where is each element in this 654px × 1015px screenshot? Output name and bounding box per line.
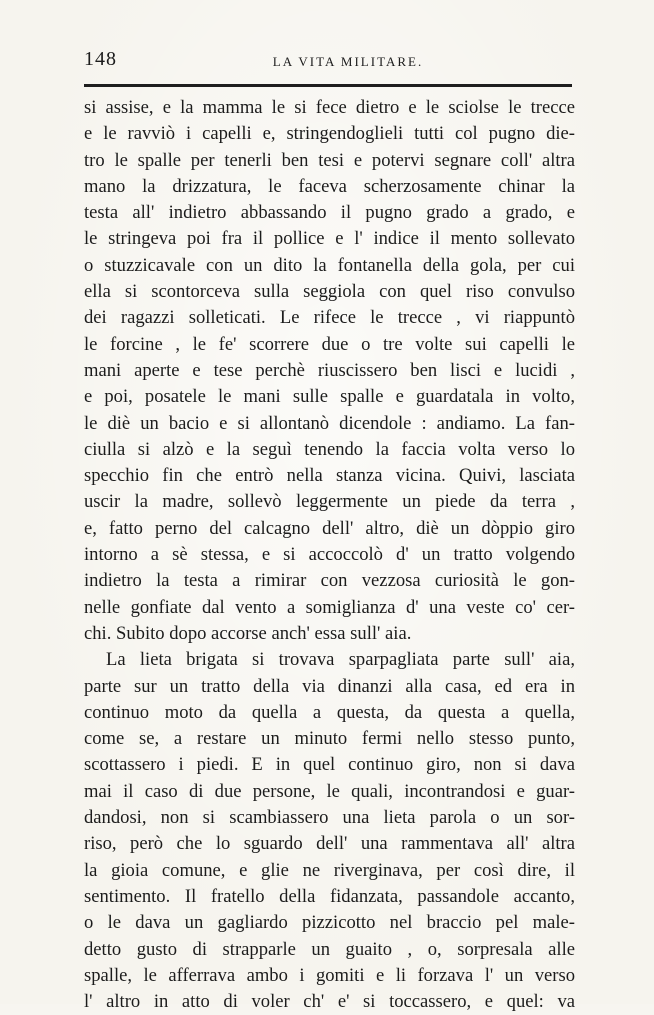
text-line: continuo moto da quella a questa, da questa a quella,	[84, 701, 575, 723]
text-line: testa all' indietro abbassando il pugno grado a grado, e	[84, 202, 575, 224]
text-line: specchio fin che entrò nella stanza vicina. Quivi, lasciata	[84, 465, 575, 487]
text-line: uscir la madre, sollevò leggermente un piede da terra ,	[84, 491, 575, 513]
text-line: si assise, e la mamma le si fece dietro e le sciolse le trecce	[84, 97, 575, 118]
text-line: e le ravviò i capelli e, stringendoglieli tutti col pugno die-	[84, 123, 575, 145]
paragraph-end-line: chi. Subito dopo accorse anch' essa sull' aia.	[84, 622, 412, 644]
text-line: le forcine , le fe' scorrere due o tre volte sui capelli le	[84, 333, 575, 355]
text-line: dandosi, non si scambiassero una lieta parola o un sor-	[84, 807, 575, 829]
text-line: parte sur un tratto della via dinanzi alla casa, ed era in	[84, 675, 575, 697]
header-rule	[84, 84, 572, 87]
text-line: tro le spalle per tenerli ben tesi e potervi segnare coll' altra	[84, 149, 575, 171]
text-line: l' altro in atto di voler ch' e' si toccassero, e quel: va	[84, 991, 575, 1013]
text-line: come se, a restare un minuto fermi nello stesso punto,	[84, 728, 575, 750]
text-line: sentimento. Il fratello della fidanzata, passandole accanto,	[84, 885, 575, 907]
text-line: mani aperte e tese perchè riuscissero ben lisci e lucidi ,	[84, 359, 575, 381]
text-line: nelle gonfiate dal vento a somiglianza d' una veste co' cer-	[84, 596, 575, 618]
text-line: la gioia comune, e glie ne riverginava, per così dire, il	[84, 859, 575, 881]
paragraph-start-line: La lieta brigata si trovava sparpagliata parte sull' aia,	[106, 649, 575, 671]
text-line: mai il caso di due persone, le quali, incontrandosi e guar-	[84, 780, 575, 802]
text-line: detto gusto di strapparle un guaito , o, sorpresala alle	[84, 938, 575, 960]
text-line: le stringeva poi fra il pollice e l' indice il mento sollevato	[84, 228, 575, 250]
page-number: 148	[84, 48, 117, 70]
text-line: ciulla si alzò e la seguì tenendo la faccia volta verso lo	[84, 438, 575, 460]
text-line: spalle, le afferrava ambo i gomiti e li forzava l' un verso	[84, 964, 575, 986]
text-line: o le dava un gagliardo pizzicotto nel braccio pel male-	[84, 912, 575, 934]
text-line: riso, però che lo sguardo dell' una rammentava all' altra	[84, 833, 575, 855]
running-title: LA VITA MILITARE.	[272, 54, 424, 69]
text-line: mano la drizzatura, le faceva scherzosamente chinar la	[84, 175, 575, 197]
text-line: intorno a sè stessa, e si accoccolò d' un tratto volgendo	[84, 544, 575, 566]
text-line: ella si scontorceva sulla seggiola con quel riso convulso	[84, 281, 575, 303]
text-line: o stuzzicavale con un dito la fontanella della gola, per cui	[84, 254, 575, 276]
text-line: indietro la testa a rimirar con vezzosa curiosità le gon-	[84, 570, 575, 592]
text-line: dei ragazzi solleticati. Le rifece le trecce , vi riappuntò	[84, 307, 575, 329]
text-line: e, fatto perno del calcagno dell' altro, diè un dòppio giro	[84, 517, 575, 539]
body-text	[84, 95, 575, 1015]
text-line: le diè un bacio e si allontanò dicendole : andiamo. La fan-	[84, 412, 575, 434]
page-header	[84, 48, 572, 78]
text-line: scottassero i piedi. E in quel continuo giro, non si dava	[84, 754, 575, 776]
text-line: e poi, posatele le mani sulle spalle e guardatala in volto,	[84, 386, 575, 408]
